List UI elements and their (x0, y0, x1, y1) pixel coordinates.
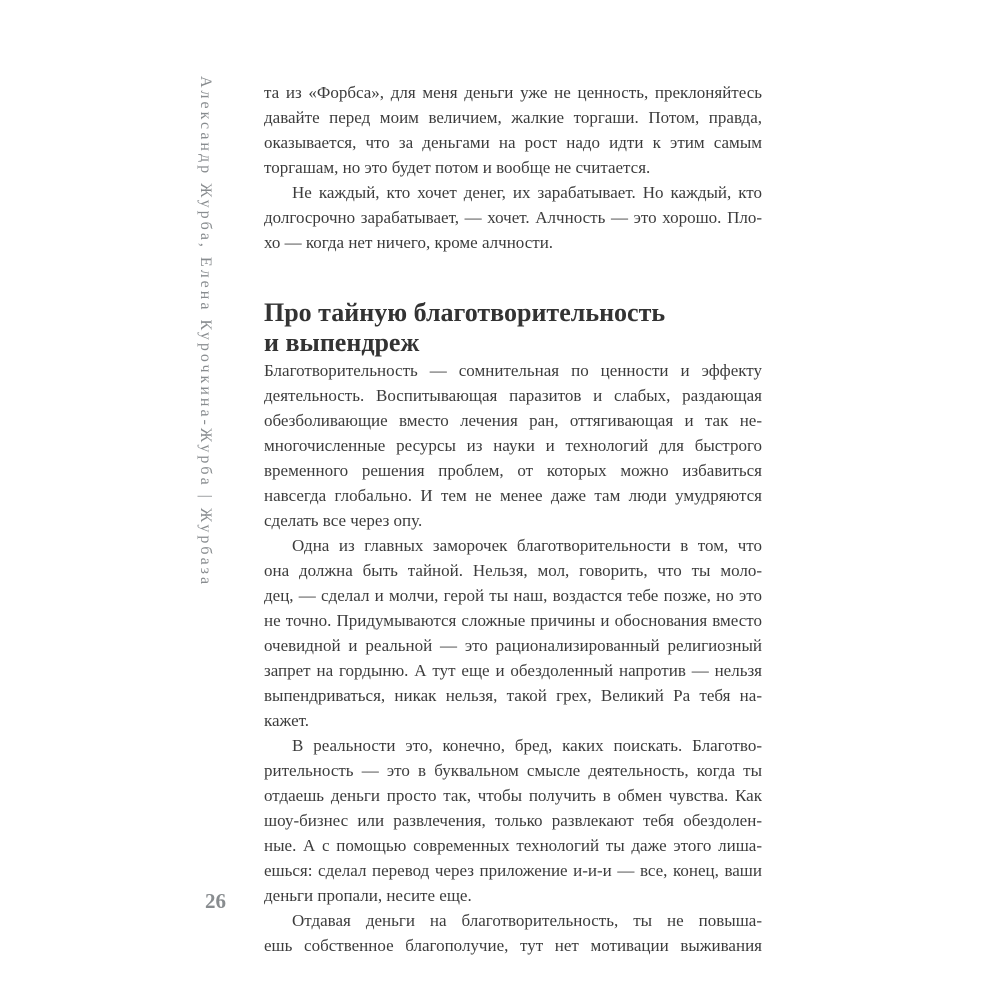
text-line: не точно. Придумываются сложные причины и обоснования вместо (264, 611, 762, 630)
paragraph (264, 733, 762, 908)
text-line: обезболивающие вместо лечения ран, оттягивающая и так не- (264, 411, 762, 430)
text-line: многочисленные ресурсы из науки и технологий для быстрого (264, 436, 762, 455)
text-line: ешь собственное благополучие, тут нет мотивации выживания (264, 936, 762, 955)
text-line: В реальности это, конечно, бред, каких поискать. Благотво- (292, 736, 762, 755)
paragraph (264, 358, 762, 533)
text-line: Одна из главных заморочек благотворительности в том, что (292, 536, 762, 555)
text-line: Не каждый, кто хочет денег, их зарабатывает. Но каждый, кто (292, 183, 762, 202)
text-column (264, 80, 762, 958)
text-line: оказывается, что за деньгами на рост надо идти к этим самым (264, 133, 762, 152)
paragraph (264, 533, 762, 733)
text-line: долгосрочно зарабатывает, — хочет. Алчность — это хорошо. Пло- (264, 208, 762, 227)
text-line: давайте перед моим величием, жалкие торгаши. Потом, правда, (264, 108, 762, 127)
heading-line: Про тайную благотворительность (264, 298, 666, 327)
text-line: навсегда глобально. И тем не менее даже там люди умудряются (264, 486, 762, 505)
text-line: торгашам, но это будет потом и вообще не считается. (264, 158, 651, 177)
text-line: отдаешь деньги просто так, чтобы получить в обмен чувства. Как (264, 786, 762, 805)
text-line: шоу-бизнес или развлечения, только развлекают тебя обездолен- (264, 811, 762, 830)
page-number: 26 (205, 889, 226, 913)
text-line: деньги пропали, несите еще. (264, 886, 472, 905)
text-line: Отдавая деньги на благотворительность, ты не повыша- (292, 911, 762, 930)
paragraph (264, 908, 762, 958)
heading-line: и выпендреж (264, 328, 420, 357)
text-line: ешься: сделал перевод через приложение и-и-и — все, конец, ваши (264, 861, 762, 880)
text-line: хо — когда нет ничего, кроме алчности. (264, 233, 554, 252)
text-line: кажет. (264, 711, 310, 730)
section-heading (264, 298, 762, 358)
paragraph (264, 80, 762, 180)
running-head-authors: Александр Журба, Елена Курочкина-Журба | Журбаза (197, 76, 214, 588)
text-line: временного решения проблем, от которых можно избавиться (264, 461, 762, 480)
text-line: Благотворительность — сомнительная по ценности и эффекту (264, 361, 762, 380)
text-line: выпендриваться, никак нельзя, такой грех, Великий Ра тебя на- (264, 686, 762, 705)
text-line: та из «Форбса», для меня деньги уже не ценность, преклоняйтесь (264, 83, 762, 102)
text-line: запрет на гордыню. А тут еще и обездоленный напротив — нельзя (264, 661, 762, 680)
text-line: она должна быть тайной. Нельзя, мол, говорить, что ты моло- (264, 561, 762, 580)
text-line: очевидной и реальной — это рационализированный религиозный (264, 636, 762, 655)
text-line: сделать все через опу. (264, 511, 423, 530)
paragraph (264, 180, 762, 255)
text-line: деятельность. Воспитывающая паразитов и слабых, раздающая (264, 386, 762, 405)
text-line: дец, — сделал и молчи, герой ты наш, воздастся тебе позже, но это (264, 586, 762, 605)
text-line: ные. А с помощью современных технологий ты даже этого лиша- (264, 836, 762, 855)
text-line: рительность — это в буквальном смысле деятельность, когда ты (264, 761, 762, 780)
